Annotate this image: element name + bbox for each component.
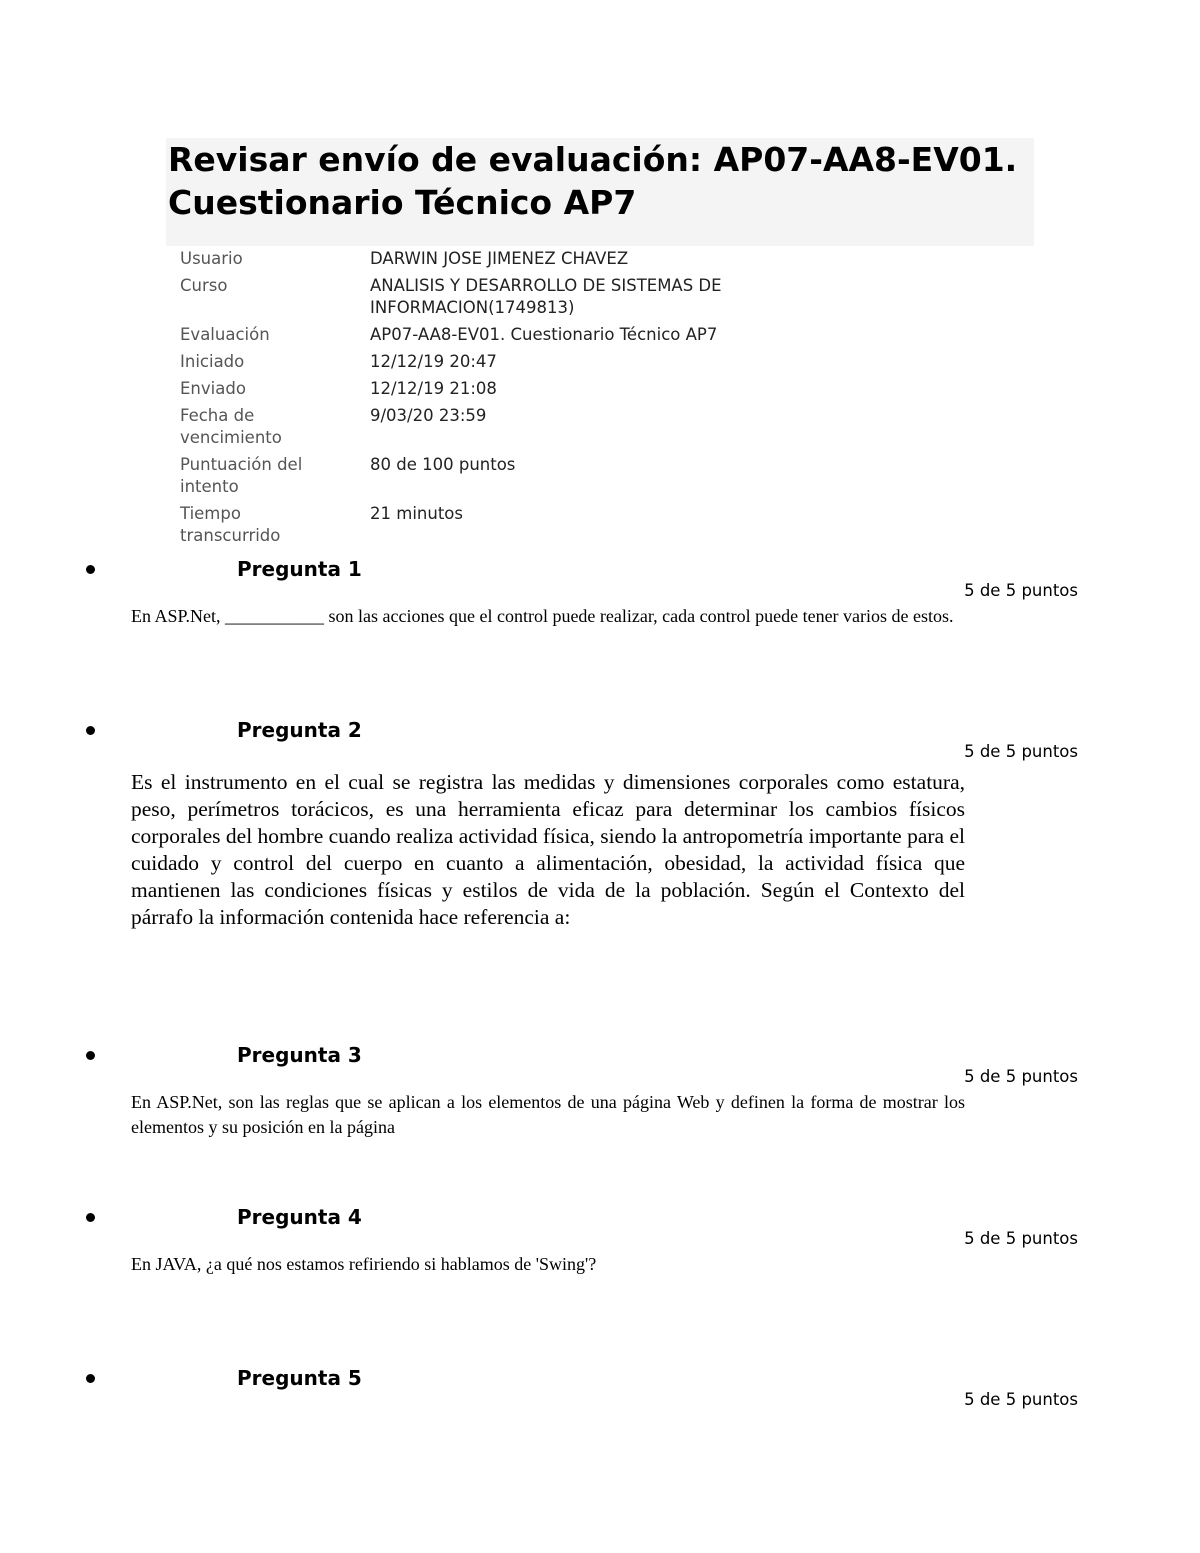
detail-row-fecha-vencimiento [180, 405, 820, 449]
question-title: Pregunta 5 [237, 1366, 362, 1390]
bullet-icon [86, 565, 95, 574]
detail-row-enviado [180, 378, 820, 400]
question-title: Pregunta 1 [237, 557, 362, 581]
question-text: En ASP.Net, son las reglas que se aplican a los elementos de una página Web y definen la forma de mostrar los elementos y su posición en la página [131, 1092, 965, 1137]
detail-value: 12/12/19 20:47 [370, 352, 497, 371]
detail-row-curso [180, 275, 820, 319]
detail-label: Curso [180, 276, 228, 295]
detail-value: 12/12/19 21:08 [370, 379, 497, 398]
detail-label: Iniciado [180, 352, 245, 371]
detail-value: 9/03/20 23:59 [370, 406, 487, 425]
question-text: En JAVA, ¿a qué nos estamos refiriendo si hablamos de 'Swing'? [131, 1254, 597, 1274]
question-score: 5 de 5 puntos [964, 1390, 1078, 1409]
page-title: Revisar envío de evaluación: AP07-AA8-EV01. Cuestionario Técnico AP7 [168, 140, 1018, 222]
detail-value: 80 de 100 puntos [370, 455, 516, 474]
detail-label: Usuario [180, 249, 243, 268]
question-score: 5 de 5 puntos [964, 1229, 1078, 1248]
bullet-icon [86, 1213, 95, 1222]
question-score: 5 de 5 puntos [964, 581, 1078, 600]
detail-row-puntuacion [180, 454, 820, 498]
detail-value: ANALISIS Y DESARROLLO DE SISTEMAS DE INFORMACION(1749813) [370, 276, 722, 317]
detail-label: Evaluación [180, 325, 270, 344]
bullet-icon [86, 726, 95, 735]
detail-label: Fecha de vencimiento [180, 406, 282, 447]
detail-value: DARWIN JOSE JIMENEZ CHAVEZ [370, 249, 629, 268]
detail-row-tiempo [180, 503, 820, 547]
question-text: Es el instrumento en el cual se registra las medidas y dimensiones corporales como estatura, peso, perímetros torácicos, es una herramienta eficaz para determinar los cambios físicos corporales del hombre cuando realiza actividad física, siendo la antropometría importante para el cuidado y control del cuerpo en cuanto a alimentación, obesidad, la actividad física que mantienen las condiciones físicas y estilos de vida de la población. Según el Contexto del párrafo la información contenida hace referencia a: [131, 770, 965, 929]
question-text: En ASP.Net, ___________ son las acciones que el control puede realizar, cada control puede tener varios de estos. [131, 606, 954, 626]
detail-label: Tiempo transcurrido [180, 504, 281, 545]
detail-value: AP07-AA8-EV01. Cuestionario Técnico AP7 [370, 325, 718, 344]
detail-row-usuario [180, 248, 820, 270]
question-title: Pregunta 4 [237, 1205, 362, 1229]
question-title: Pregunta 2 [237, 718, 362, 742]
detail-value: 21 minutos [370, 504, 463, 523]
submission-details [180, 248, 820, 552]
detail-row-iniciado [180, 351, 820, 373]
title-banner [166, 138, 1034, 246]
detail-label: Enviado [180, 379, 246, 398]
bullet-icon [86, 1051, 95, 1060]
question-score: 5 de 5 puntos [964, 742, 1078, 761]
question-title: Pregunta 3 [237, 1043, 362, 1067]
bullet-icon [86, 1374, 95, 1383]
detail-row-evaluacion [180, 324, 820, 346]
question-score: 5 de 5 puntos [964, 1067, 1078, 1086]
detail-label: Puntuación del intento [180, 455, 303, 496]
